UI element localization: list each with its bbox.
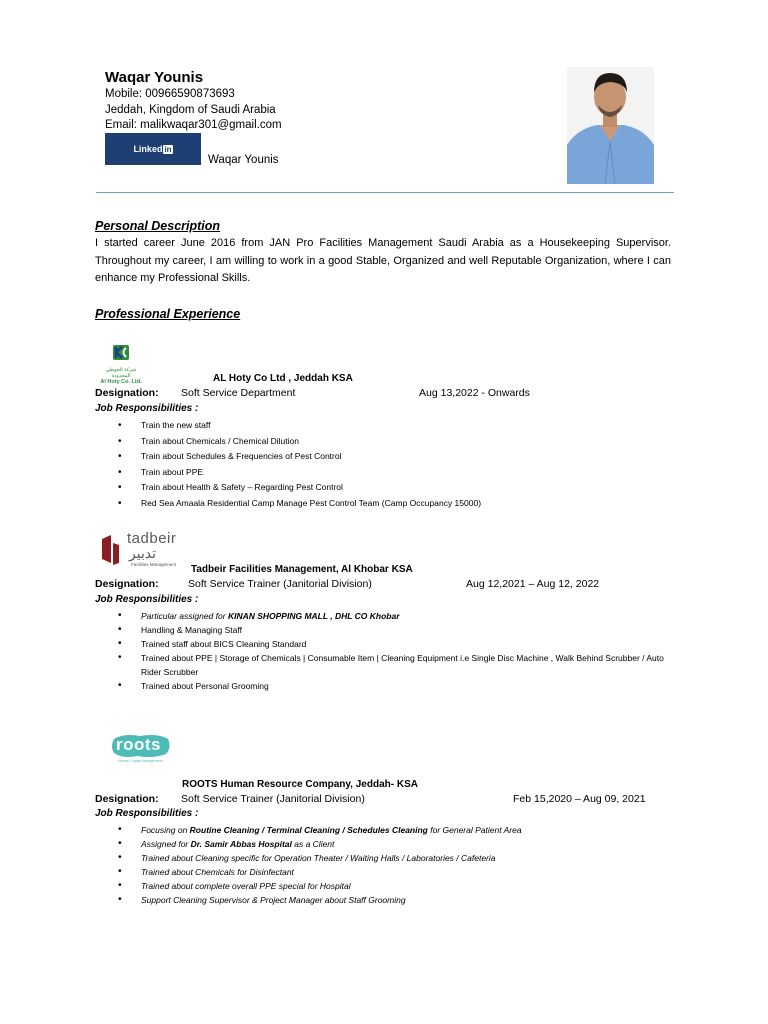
tadbeir-logo-arabic: تدبير xyxy=(129,545,157,561)
designation-value: Soft Service Department xyxy=(181,387,296,399)
job-dates: Aug 12,2021 – Aug 12, 2022 xyxy=(466,578,600,590)
designation-value: Soft Service Trainer (Janitorial Division) xyxy=(181,793,365,805)
location: Jeddah, Kingdom of Saudi Arabia xyxy=(105,104,276,116)
responsibilities-list xyxy=(118,823,522,907)
list-item: • Train the new staff xyxy=(118,418,481,434)
personal-description-heading: Personal Description xyxy=(95,219,221,233)
designation-row xyxy=(95,578,671,592)
responsibilities-list xyxy=(118,609,673,693)
tadbeir-logo-sub: Facilities Management xyxy=(131,562,177,567)
roots-logo xyxy=(110,733,172,767)
responsibilities-list xyxy=(118,418,481,511)
al-hoty-logo-arabic: شركة الحوطي المحدودة xyxy=(105,367,137,379)
header-divider xyxy=(96,192,674,193)
professional-experience-heading: Professional Experience xyxy=(95,307,241,321)
company-name: Tadbeir Facilities Management, Al Khobar KSA xyxy=(191,564,413,575)
designation-value: Soft Service Trainer (Janitorial Division) xyxy=(188,578,372,590)
candidate-name: Waqar Younis xyxy=(105,69,204,86)
list-item: • Assigned for Dr. Samir Abbas Hospital as a Client xyxy=(118,837,522,851)
designation-row xyxy=(95,387,671,401)
tadbeir-logo-text: tadbeir xyxy=(127,530,177,547)
job-responsibilities-label: Job Responsibilities : xyxy=(95,403,199,414)
list-item: • Trained about Personal Grooming xyxy=(118,679,673,693)
company-name: ROOTS Human Resource Company, Jeddah- KSA xyxy=(182,779,418,790)
profile-photo xyxy=(567,67,654,184)
list-item: • Train about PPE xyxy=(118,465,481,481)
job-responsibilities-label: Job Responsibilities : xyxy=(95,808,199,819)
list-item: • Red Sea Amaala Residential Camp Manage Pest Control Team (Camp Occupancy 15000) xyxy=(118,496,481,512)
list-item: • Train about Chemicals / Chemical Dilution xyxy=(118,434,481,450)
roots-logo-text: roots xyxy=(116,735,161,754)
list-item: • Focusing on Routine Cleaning / Terminal Cleaning / Schedules Cleaning for General Patient Area xyxy=(118,823,522,837)
list-item: • Trained about Cleaning specific for Operation Theater / Waiting Halls / Laboratories / Cafeteria xyxy=(118,851,522,865)
linkedin-logo[interactable]: Linked in xyxy=(105,133,201,165)
email: Email: malikwaqar301@gmail.com xyxy=(105,119,282,131)
al-hoty-logo-text: Al Hoty Co. Ltd. xyxy=(100,379,142,385)
list-item: • Train about Schedules & Frequencies of Pest Control xyxy=(118,449,481,465)
list-item: • Trained about complete overall PPE special for Hospital xyxy=(118,879,522,893)
designation-label: Designation: xyxy=(95,793,159,805)
company-name: AL Hoty Co Ltd , Jeddah KSA xyxy=(213,373,353,384)
list-item: • Trained about PPE | Storage of Chemicals | Consumable Item | Cleaning Equipment i.e Single Disc Machine , Walk Behind Scrubber / Auto Rider Scrubber xyxy=(118,651,673,679)
mobile-number: Mobile: 00966590873693 xyxy=(105,88,235,100)
job-dates: Feb 15,2020 – Aug 09, 2021 xyxy=(513,793,646,805)
list-item: • Support Cleaning Supervisor & Project Manager about Staff Grooming xyxy=(118,893,522,907)
tadbeir-logo xyxy=(97,529,187,573)
list-item: • Trained about Chemicals for Disinfectant xyxy=(118,865,522,879)
roots-logo-sub: Human Capital Management xyxy=(118,759,163,763)
personal-description-text: I started career June 2016 from JAN Pro Facilities Management Saudi Arabia as a Housekeeping Supervisor. Throughout my career, I am willing to work in a good Stable, Organized and well Reputable Organization, where I can enhance my Professional Skills. xyxy=(95,237,671,284)
job-responsibilities-label: Job Responsibilities : xyxy=(95,594,199,605)
list-item: • Handling & Managing Staff xyxy=(118,623,673,637)
list-item: • Train about Health & Safety – Regarding Pest Control xyxy=(118,480,481,496)
al-hoty-logo xyxy=(100,344,142,385)
list-item: • Particular assigned for KINAN SHOPPING MALL , DHL CO Khobar xyxy=(118,609,673,623)
designation-label: Designation: xyxy=(95,387,159,399)
list-item: • Trained staff about BICS Cleaning Standard xyxy=(118,637,673,651)
job-dates: Aug 13,2022 - Onwards xyxy=(419,387,530,399)
designation-row xyxy=(95,793,671,807)
designation-label: Designation: xyxy=(95,578,159,590)
linkedin-name: Waqar Younis xyxy=(208,154,279,166)
